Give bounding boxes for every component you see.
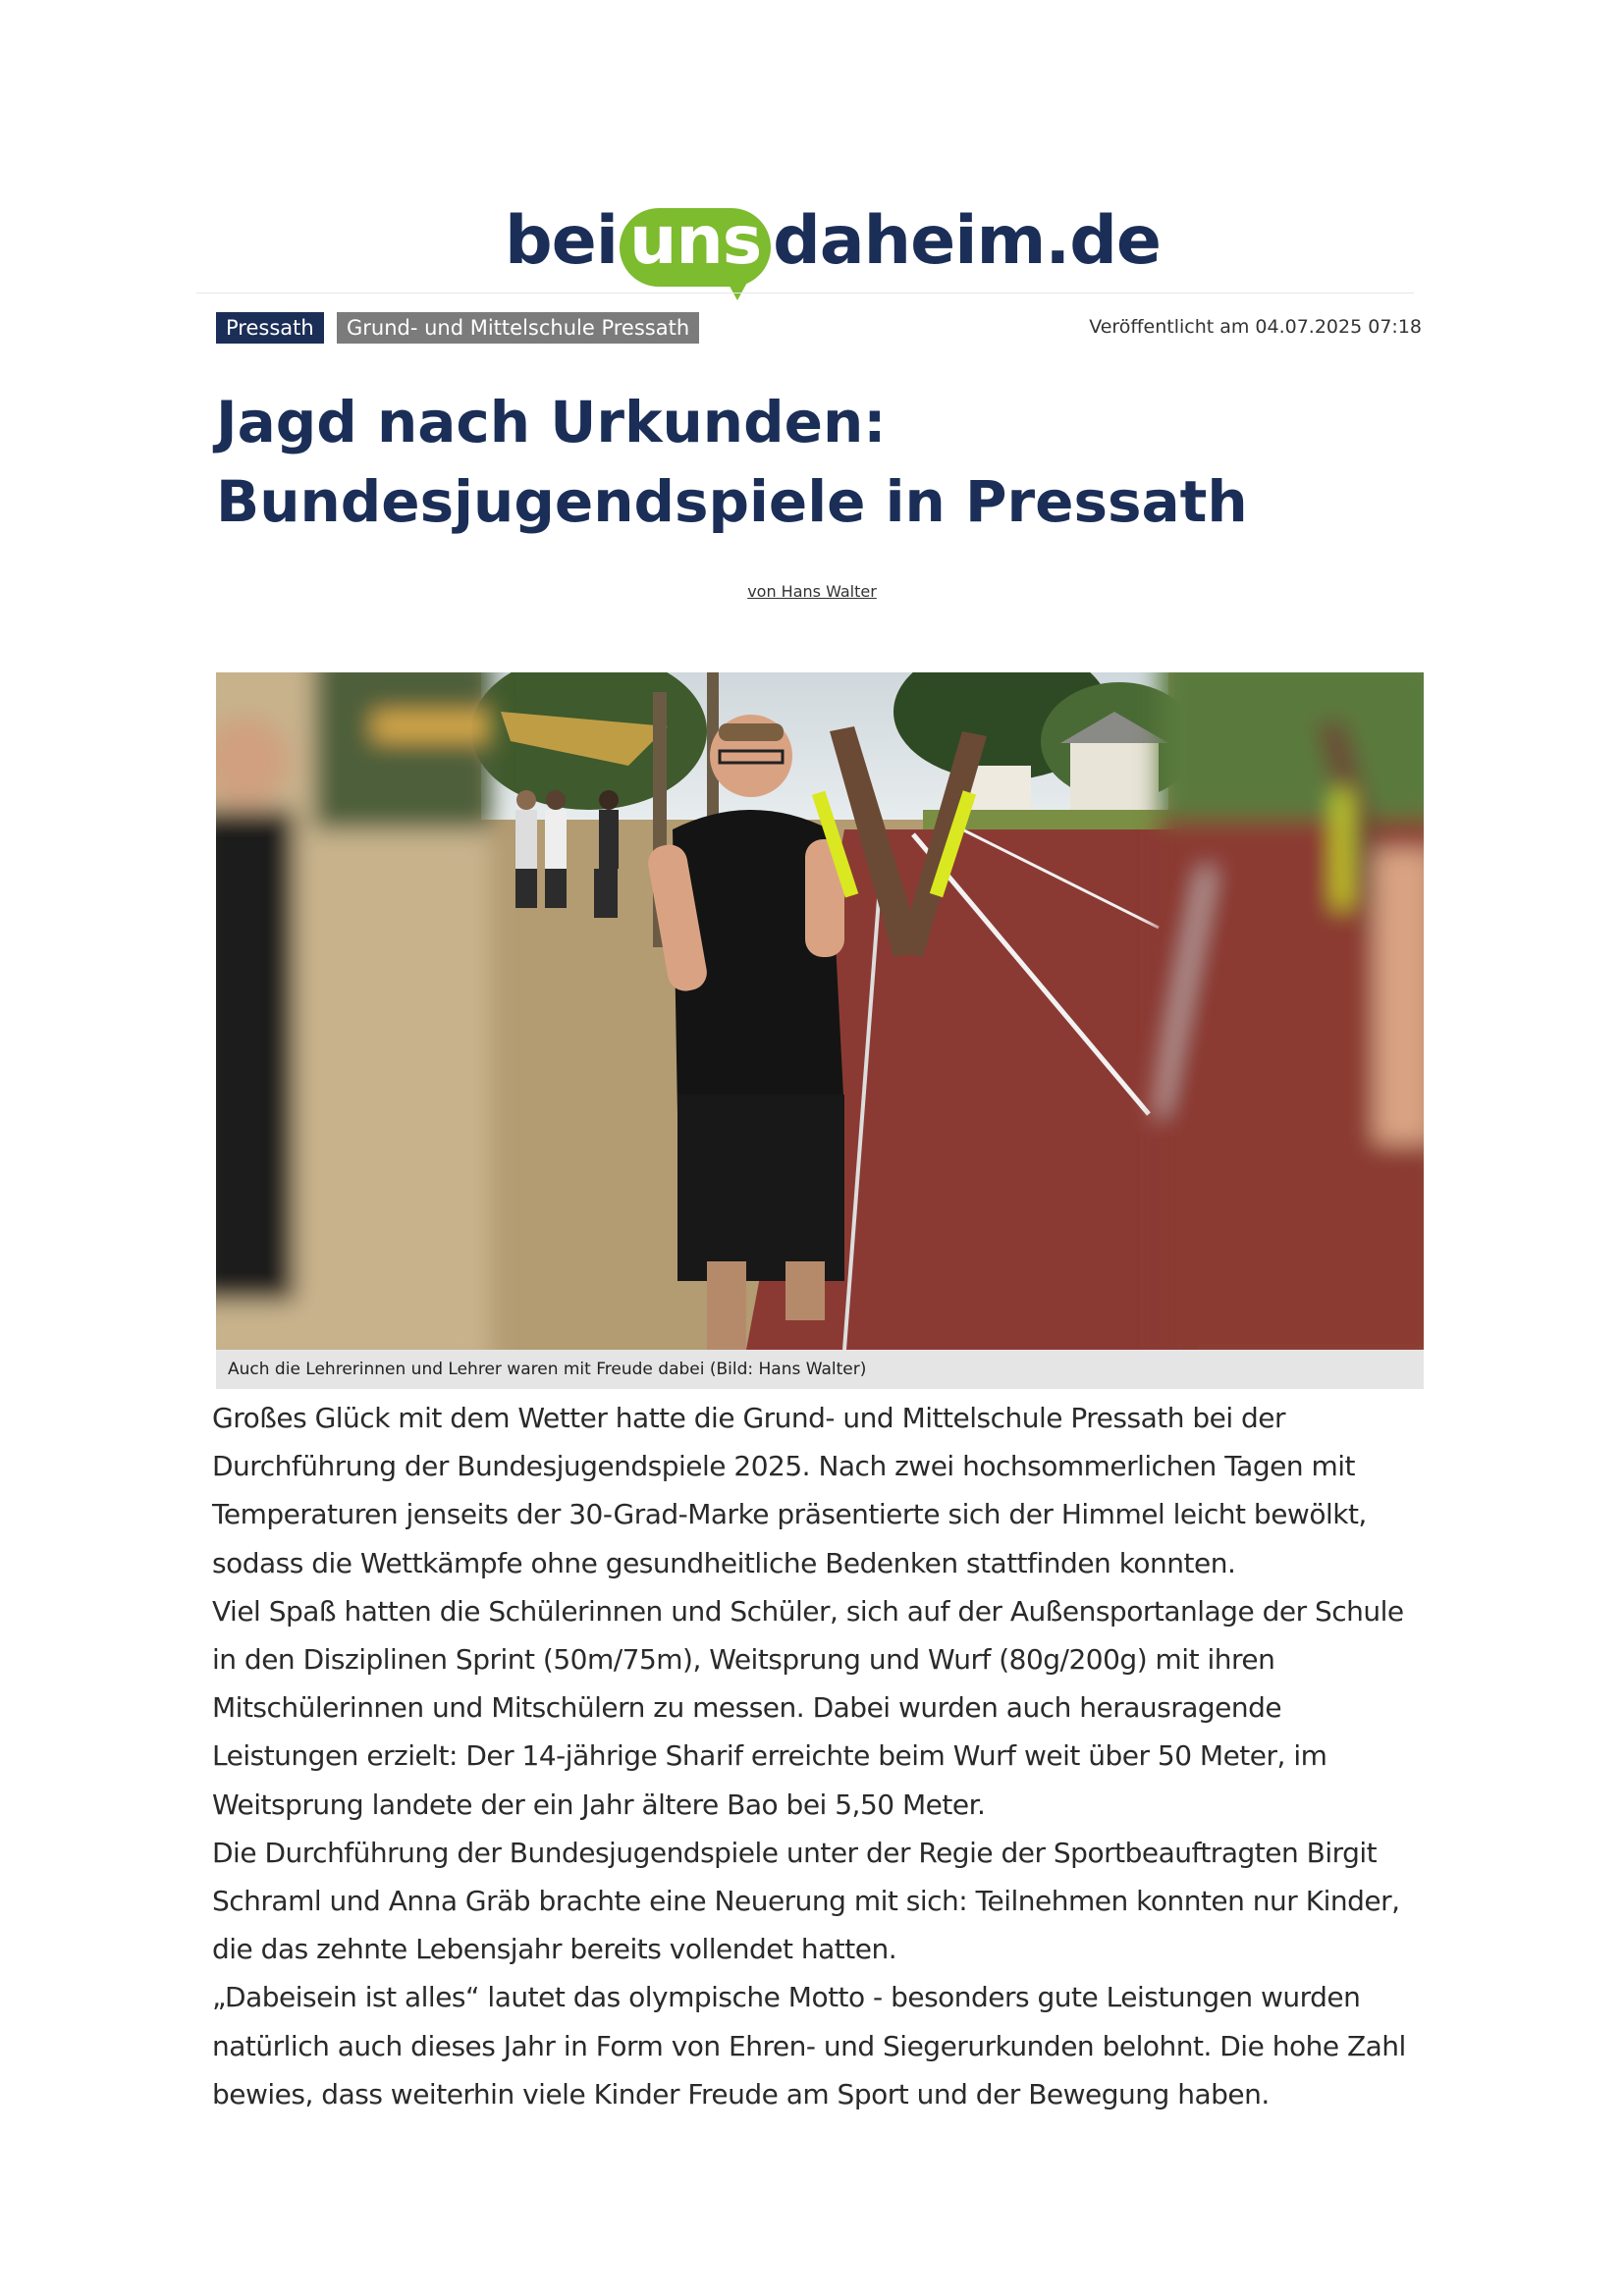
logo-prefix: bei — [505, 201, 619, 280]
article-body — [212, 1394, 1425, 2118]
article-title: Jagd nach Urkunden: Bundesjugendspiele in Pressath — [216, 389, 1248, 535]
paragraph: Großes Glück mit dem Wetter hatte die Grund- und Mittelschule Pressath bei der Durchführung der Bundesjugendspiele 2025. Nach zwei hochsommerlichen Tagen mit Temperaturen jenseits der 30-Grad-Marke präsentierte sich der Himmel leicht bewölkt, sodass die Wettkämpfe ohne gesundheitliche Bedenken stattfinden konnten. — [212, 1402, 1367, 1579]
published-date: Veröffentlicht am 04.07.2025 07:18 — [1089, 316, 1422, 338]
logo-speech-bubble — [620, 202, 771, 280]
paragraph: Die Durchführung der Bundesjugendspiele unter der Regie der Sportbeauftragten Birgit Schraml und Anna Gräb brachte eine Neuerung mit sich: Teilnehmen konnten nur Kinder, die das zehnte Lebensjahr bereits vollendet hatten. — [212, 1836, 1400, 1966]
logo-suffix: daheim.de — [773, 201, 1161, 280]
paragraph: „Dabeisein ist alles“ lautet das olympische Motto - besonders gute Leistungen wurden natürlich auch dieses Jahr in Form von Ehren- und Siegerurkunden belohnt. Die hohe Zahl bewies, dass weiterhin viele Kinder Freude am Sport und der Bewegung haben. — [212, 1981, 1406, 2110]
paragraph: Viel Spaß hatten die Schülerinnen und Schüler, sich auf der Außensportanlage der Schule in den Disziplinen Sprint (50m/75m), Weitsprung und Wurf (80g/200g) mit ihren Mitschülerinnen und Mitschülern zu messen. Dabei wurden auch herausragende Leistungen erzielt: Der 14-jährige Sharif erreichte beim Wurf weit über 50 Meter, im Weitsprung landete der ein Jahr ältere Bao bei 5,50 Meter. — [212, 1594, 1404, 1821]
tag-location[interactable]: Pressath — [216, 312, 324, 344]
logo-highlight: uns — [628, 201, 762, 280]
article-photo — [216, 672, 1424, 1350]
header-divider — [196, 293, 1414, 294]
tag-school[interactable]: Grund- und Mittelschule Pressath — [337, 312, 699, 344]
photo-caption: Auch die Lehrerinnen und Lehrer waren mit Freude dabei (Bild: Hans Walter) — [216, 1350, 1424, 1389]
site-logo[interactable] — [505, 187, 1161, 294]
author-link[interactable]: von Hans Walter — [747, 582, 877, 601]
